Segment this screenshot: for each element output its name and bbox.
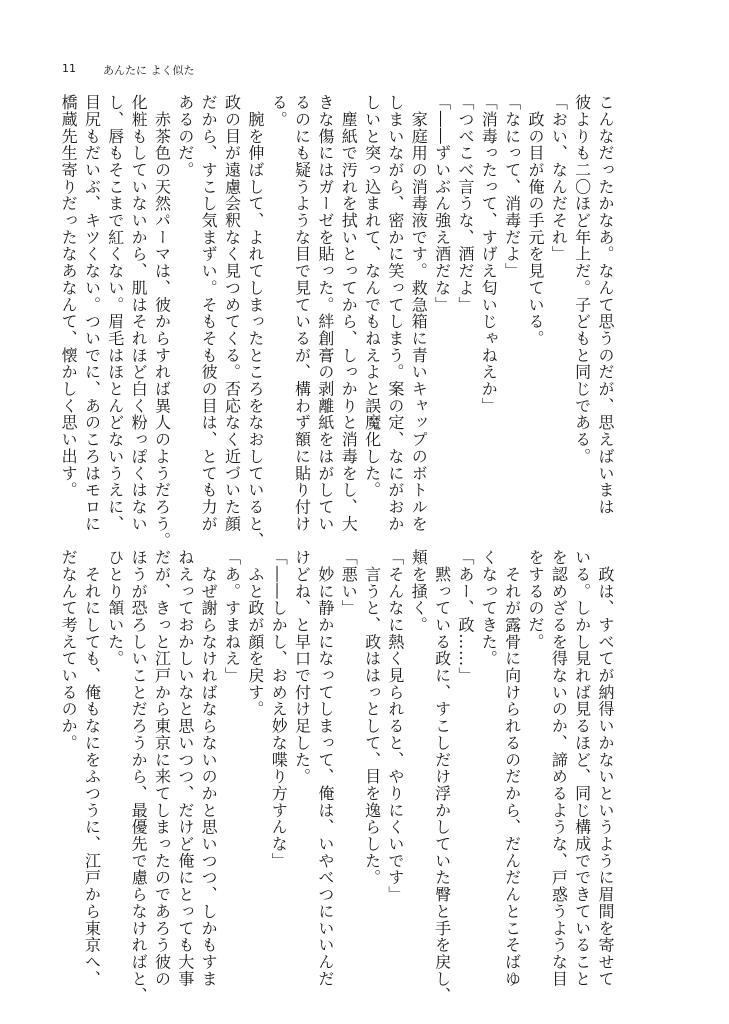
text-line: を認めざるを得ないのか、諦めるような、戸惑うような目 — [549, 549, 569, 988]
text-line: だが、きっと江戸から東京に来てしまったのであろう彼の — [152, 549, 172, 988]
text-line: 化粧もしていないから、肌はそれほど白く粉っぽくはない — [129, 94, 149, 533]
text-line: し、唇もそこまで紅くない。眉毛はほとんどないうえに、 — [105, 94, 125, 533]
text-line: 「――ずいぶん強え酒だな」 — [432, 94, 452, 314]
text-line: 妙に静かになってしまって、俺は、いやべつにいいんだ — [315, 549, 335, 988]
text-line: 「あ。すまねえ」 — [222, 549, 242, 684]
lower-text-block — [57, 549, 617, 1004]
text-line: 「――しかし、おめえ妙な喋り方すんな」 — [269, 549, 289, 870]
text-line: いる。しかし見れば見るほど、同じ構成でできていること — [572, 549, 592, 988]
text-line: だなんて考えているのか。 — [59, 549, 79, 752]
text-line: 「なにって、消毒だよ」 — [502, 94, 522, 280]
text-line: しいと突っ込まれて、なんでもねえよと誤魔化した。 — [362, 94, 382, 499]
text-line: 言うと、政ははっとして、目を逸らした。 — [362, 549, 382, 886]
text-line: 橋蔵先生寄りだったなあなんて、懐かしく思い出す。 — [59, 94, 79, 499]
text-line: それが露骨に向けられるのだから、だんだんとこそばゆ — [502, 549, 522, 988]
text-line: 「おい、なんだそれ」 — [549, 94, 569, 263]
text-line: 塵紙で汚れを拭いとってから、しっかりと消毒をし、大 — [339, 94, 359, 533]
text-line: 目尻もだいぶ、キツくない。ついでに、あのころはモロに — [82, 94, 102, 533]
text-line: をするのだ。 — [525, 549, 545, 651]
text-line: 政の目が俺の手元を見ている。 — [525, 94, 545, 347]
text-line: 「あー、政……」 — [455, 549, 475, 684]
text-line: しまいながら、密かに笑ってしまう。案の定、なにがおか — [385, 94, 405, 533]
text-line: 頬を掻く。 — [409, 549, 429, 634]
text-line: だから、すこし気まずい。そもそも彼の目は、とても力が — [199, 94, 219, 533]
text-line: あるのだ。 — [175, 94, 195, 179]
text-line: ふと政が顔を戻す。 — [245, 549, 265, 718]
text-line: くなってきた。 — [479, 549, 499, 667]
text-line: なぜ謝らなければならないのかと思いつつ、しかもすま — [199, 549, 219, 988]
text-line: 政の目が遠慮会釈なく見つめてくる。否応なく近づいた顔 — [222, 94, 242, 533]
text-line: 赤茶色の天然パーマは、彼からすれば異人のようだろう。 — [152, 94, 172, 549]
text-line: 「そんなに熱く見られると、やりにくいです」 — [385, 549, 405, 903]
text-line: ほうが恐ろしいことだろうから、最優先で慮らなければと、 — [129, 549, 149, 1004]
text-line: るのにも疑うような目で見ているが、構わず額に貼り付け — [292, 94, 312, 533]
text-line: ねえっておかしいなと思いつつ、だけど俺にとっても大事 — [175, 549, 195, 988]
text-line: ひとり頷いた。 — [105, 549, 125, 667]
text-line: 政は、すべてが納得いかないというように眉間を寄せて — [596, 549, 615, 988]
text-line: 「悪い」 — [339, 549, 359, 617]
text-line: 「つべこべ言うな、酒だよ」 — [455, 94, 475, 314]
text-line: 黙っている政に、すこしだけ浮かしていた臀と手を戻し、 — [432, 549, 452, 1004]
upper-text-block — [57, 94, 617, 549]
text-line: こんなだったかなあ。なんて思うのだが、思えばいまは — [596, 94, 615, 516]
text-line: 家庭用の消毒液です。救急箱に青いキャップのボトルを — [409, 94, 429, 533]
text-line: る。 — [269, 94, 289, 128]
text-line: 「消毒ったって、すげえ匂いじゃねえか」 — [479, 94, 499, 415]
text-line: きな傷にはガーゼを貼った。絆創膏の剥離紙をはがしてい — [315, 94, 335, 533]
text-line: 彼よりも二〇ほど年上だ。子どもと同じである。 — [572, 94, 592, 465]
text-line: けどね、と早口で付け足した。 — [292, 549, 312, 785]
text-line: それにしても、俺もなにをふつうに、江戸から東京へ、 — [82, 549, 102, 988]
page-number: 11 — [62, 62, 76, 75]
running-title: あんたに よく似た — [103, 64, 195, 77]
text-line: 腕を伸ばして、よれてしまったところをなおしていると、 — [245, 94, 265, 549]
